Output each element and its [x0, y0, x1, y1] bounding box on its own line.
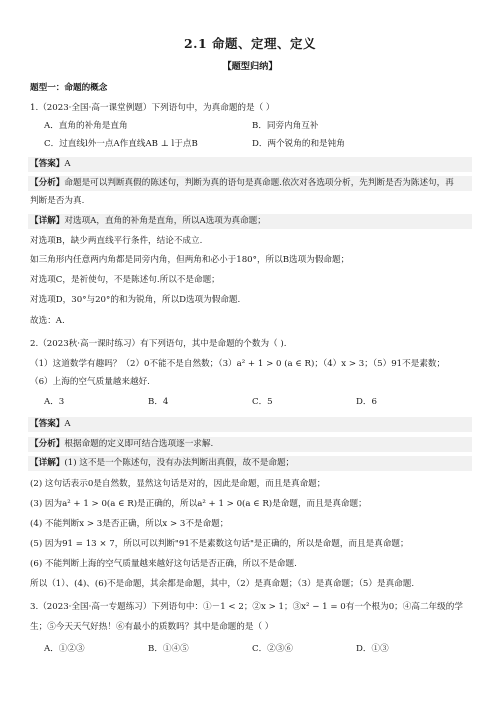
- q1-analysis-line-1: [30, 178, 454, 189]
- q2-stem: 2.（2023秋·高一课时练习）有下列语句，其中是命题的个数为（ ).: [30, 339, 287, 349]
- detail-tag: 【详解】: [30, 216, 65, 226]
- q2-answer: [30, 419, 71, 430]
- q2-detail-line-6: (6) 不能判断上海的空气质量越来越好这句话是否正确，所以不是命题.: [30, 559, 297, 569]
- q2-items-line-2: （6）上海的空气质量越来越好.: [30, 377, 150, 387]
- detail-tag: 【详解】: [30, 458, 65, 468]
- q2-analysis: [30, 439, 213, 450]
- analysis-tag: 【分析】: [30, 439, 65, 449]
- q2-option-a: A．3: [44, 397, 65, 407]
- q1-option-c: C．过直线l外一点A作直线AB ⊥ l于点B: [44, 139, 198, 149]
- q2-option-c: C．5: [252, 397, 273, 407]
- type-heading: 题型一：命题的概念: [30, 83, 108, 93]
- answer-value: A: [64, 419, 71, 429]
- q1-answer: [30, 159, 71, 170]
- q3-option-d: D．①③: [356, 644, 389, 654]
- q2-option-d: D．6: [356, 397, 377, 407]
- q1-option-b: B．同旁内角互补: [252, 121, 319, 131]
- q2-detail-line-4: (4) 不能判断x > 3是否正确，所以x > 3不是命题；: [30, 519, 229, 529]
- detail-text: 对选项A，直角的补角是直角，所以A选项为真命题；: [64, 216, 266, 226]
- section-heading: 【题型归纳】: [222, 61, 278, 72]
- q2-conclusion: 所以（1）、(4)、(6)不是命题，其余都是命题，其中，（2）是真命题；（3）是真命题；（5）是真命题.: [30, 579, 415, 589]
- analysis-text: 命题是可以判断真假的陈述句，判断为真的语句是真命题.依次对各选项分析，先判断是否为陈述句，再: [64, 178, 454, 188]
- q2-detail-line-2: (2) 这句话表示0是自然数，显然这句话是对的，因此是命题，而且是真命题；: [30, 479, 326, 489]
- q1-detail-line-4: 对选项C，是祈使句，不是陈述句.所以不是命题；: [30, 275, 220, 285]
- q1-conclusion: 故选：A.: [30, 316, 65, 326]
- answer-tag: 【答案】: [30, 419, 65, 429]
- page-title: 2.1 命题、定理、定义: [183, 36, 317, 51]
- q1-stem: 1.（2023·全国·高一课堂例题）下列语句中，为真命题的是（ ）: [30, 103, 275, 113]
- analysis-tag: 【分析】: [30, 178, 65, 188]
- q2-detail-line-3: (3) 因为a² + 1 > 0(a ∈ R)是正确的，所以a² + 1 > 0(a ∈ R)是命题，而且是真命题；: [30, 499, 367, 509]
- q1-analysis-line-2: 判断是否为真.: [30, 196, 85, 206]
- q2-detail-line-5: (5) 因为91 = 13 × 7，所以可以判断"91不是素数这句话"是正确的，所以是命题，而且是真命题；: [30, 539, 409, 549]
- q3-stem-line-1: 3.（2023·全国·高一专题练习）下列语句中：①－1 < 2；②x > 1；③x² − 1 = 0有一个根为0；④高二年级的学: [30, 602, 463, 612]
- q1-detail-line-1: [30, 216, 266, 227]
- answer-value: A: [64, 159, 71, 169]
- q3-option-c: C．②③⑥: [252, 644, 293, 654]
- answer-tag: 【答案】: [30, 159, 65, 169]
- q2-items-line-1: （1）这道数学有趣吗？（2）0不能不是自然数；（3）a² + 1 > 0 (a ∈ R)；（4）x > 3；（5）91不是素数；: [30, 359, 446, 369]
- q1-detail-line-3: 如三角形内任意两内角都是同旁内角，但两角和必小于180°，所以B选项为假命题；: [30, 255, 350, 265]
- q2-option-b: B．4: [148, 397, 169, 407]
- q2-detail-line-1: [30, 458, 294, 469]
- detail-text: (1) 这不是一个陈述句，没有办法判断出真假，故不是命题；: [64, 458, 295, 468]
- q1-detail-line-5: 对选项D，30°与20°的和为锐角，所以D选项为假命题.: [30, 295, 241, 305]
- q1-answer-bar: [28, 157, 472, 172]
- q3-option-b: B．①④⑤: [148, 644, 189, 654]
- q1-option-d: D．两个锐角的和是钝角: [252, 139, 345, 149]
- q3-option-a: A．①②③: [44, 644, 85, 654]
- analysis-text: 根据命题的定义即可结合选项逐一求解.: [64, 439, 214, 449]
- q1-detail-line-2: 对选项B，缺少两直线平行条件，结论不成立.: [30, 236, 203, 246]
- q3-stem-line-2: 生；⑤今天天气好热！⑥有最小的质数吗？其中是命题的是（ ）: [30, 622, 274, 632]
- q1-option-a: A．直角的补角是直角: [44, 121, 128, 131]
- q2-answer-bar: [28, 417, 472, 432]
